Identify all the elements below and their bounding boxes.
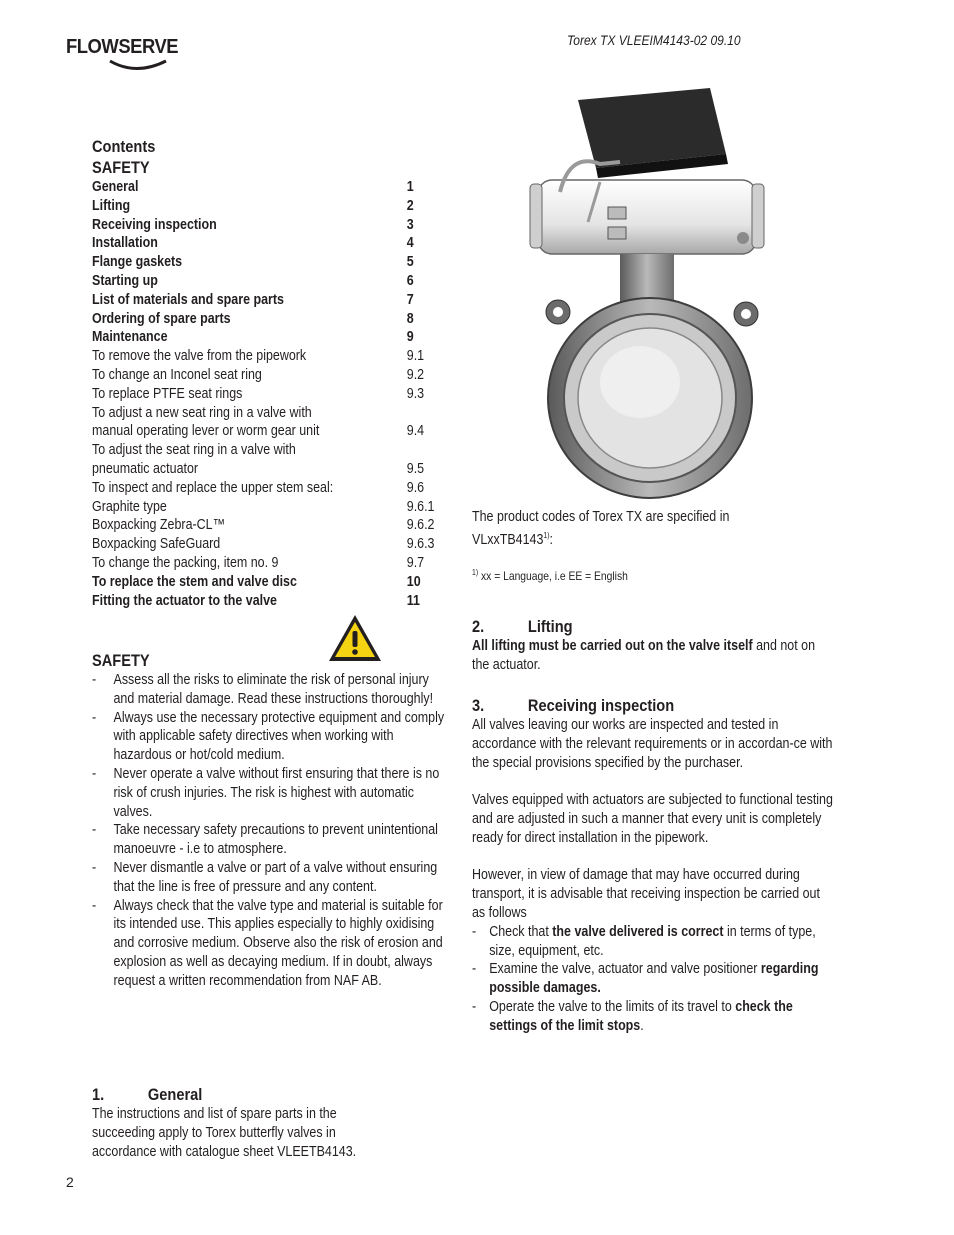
- flowserve-swoosh-icon: [66, 58, 190, 74]
- toc-entry: To replace the stem and valve disc 10: [92, 573, 421, 590]
- paragraph: All valves leaving our works are inspected and tested in accordance with the relevant requirements or in accordan-ce with the special provisions specified by the purchaser.: [472, 717, 833, 771]
- contents-title: Contents: [92, 137, 156, 156]
- flowserve-logo: [66, 36, 190, 76]
- safety-list: [92, 671, 447, 991]
- list-item: - Check that the valve delivered is correct in terms of type, size, equipment, etc.: [472, 923, 833, 961]
- toc-entry: Starting up 6: [92, 272, 414, 289]
- general-body: The instructions and list of spare parts in the succeeding apply to Torex butterfly valves in accordance with catalogue sheet VLEETB4143.: [92, 1106, 357, 1160]
- list-item: - Never dismantle a valve or part of a valve without ensuring that the line is free of pressure and any content.: [92, 859, 447, 897]
- list-item: - Assess all the risks to eliminate the risk of personal injury and material damage. Read these instructions thoroughly!: [92, 671, 447, 709]
- toc-entry: To adjust a new seat ring in a valve with manual operating lever or worm gear unit 9.4: [92, 404, 425, 440]
- contents-heading-block: [92, 136, 453, 178]
- toc-entry: To remove the valve from the pipework 9.1: [92, 348, 425, 365]
- section-heading: 1. General: [92, 1085, 203, 1104]
- list-item: - Always use the necessary protective equipment and comply with applicable safety directives when working with hazardous or hot/cold medium.: [92, 709, 447, 765]
- list-item: - Operate the valve to the limits of its travel to check the settings of the limit stops.: [472, 998, 833, 1036]
- toc-entry: Fitting the actuator to the valve 11: [92, 592, 420, 609]
- toc-entry: Maintenance 9: [92, 329, 414, 346]
- receiving-inspection-section: [472, 695, 833, 1036]
- lifting-body: All lifting must be carried out on the valve itself and not on the actuator.: [472, 638, 816, 673]
- table-of-contents: [92, 178, 453, 610]
- product-codes-text: The product codes of Torex TX are specified in: [472, 509, 730, 525]
- toc-entry: To replace PTFE seat rings 9.3: [92, 385, 425, 402]
- list-item: - Take necessary safety precautions to prevent unintentional manoeuvre - i.e to atmosphere.: [92, 821, 447, 859]
- toc-entry: To change an Inconel seat ring 9.2: [92, 366, 425, 383]
- toc-entry: Flange gaskets 5: [92, 254, 414, 271]
- toc-entry: To change the packing, item no. 9 9.7: [92, 554, 425, 571]
- toc-entry: To inspect and replace the upper stem seal: 9.6: [92, 479, 425, 496]
- page-number: 2: [66, 1174, 74, 1190]
- product-codes-block: [472, 508, 833, 586]
- toc-entry: General 1: [92, 179, 414, 195]
- toc-entry: Ordering of spare parts 8: [92, 310, 414, 327]
- brand-name: FLOWSERVE: [66, 36, 179, 58]
- toc-entry: List of materials and spare parts 7: [92, 291, 414, 308]
- butterfly-valve-photo: [500, 82, 780, 502]
- section-heading: 3. Receiving inspection: [472, 696, 675, 715]
- list-item: - Never operate a valve without first ensuring that there is no risk of crush injuries. The risk is highest with automatic valves.: [92, 765, 447, 821]
- list-item: - Always check that the valve type and material is suitable for its intended use. This applies especially to highly oxidising and corrosive medium. Observe also the risk of erosion and explosion as well as decaying medium. If in doubt, always request a written recommendation from NAF AB.: [92, 897, 447, 991]
- document-reference: Torex TX VLEEIM4143-02 09.10: [567, 32, 741, 48]
- toc-entry: Lifting 2: [92, 197, 414, 214]
- product-code-line: VLxxTB4143$^{1)}$:: [472, 530, 554, 548]
- list-item: - Examine the valve, actuator and valve positioner regarding possible damages.: [472, 960, 833, 998]
- toc-entry: Receiving inspection 3: [92, 216, 414, 233]
- general-section: [92, 1084, 402, 1161]
- toc-entry: Boxpacking SafeGuard 9.6.3: [92, 536, 435, 553]
- footnote: $^{1)}$ xx = Language, i.e EE = English: [472, 568, 628, 584]
- paragraph: However, in view of damage that may have occurred during transport, it is advisable that receiving inspection be carried out as follows: [472, 867, 820, 921]
- contents-subtitle: SAFETY: [92, 158, 150, 177]
- inspection-list: [472, 923, 833, 1036]
- safety-title: SAFETY: [92, 651, 150, 670]
- toc-entry: To adjust the seat ring in a valve with pneumatic actuator 9.5: [92, 442, 425, 477]
- toc-entry: Graphite type 9.6.1: [92, 498, 435, 515]
- paragraph: Valves equipped with actuators are subjected to functional testing and are adjusted in such a manner that every unit is completely ready for direct installation in the pipework.: [472, 792, 833, 846]
- lifting-section: [472, 616, 833, 675]
- section-heading: 2. Lifting: [472, 617, 573, 636]
- toc-entry: Boxpacking Zebra-CL™ 9.6.2: [92, 517, 435, 534]
- safety-section: [92, 650, 447, 991]
- toc-entry: Installation 4: [92, 235, 414, 252]
